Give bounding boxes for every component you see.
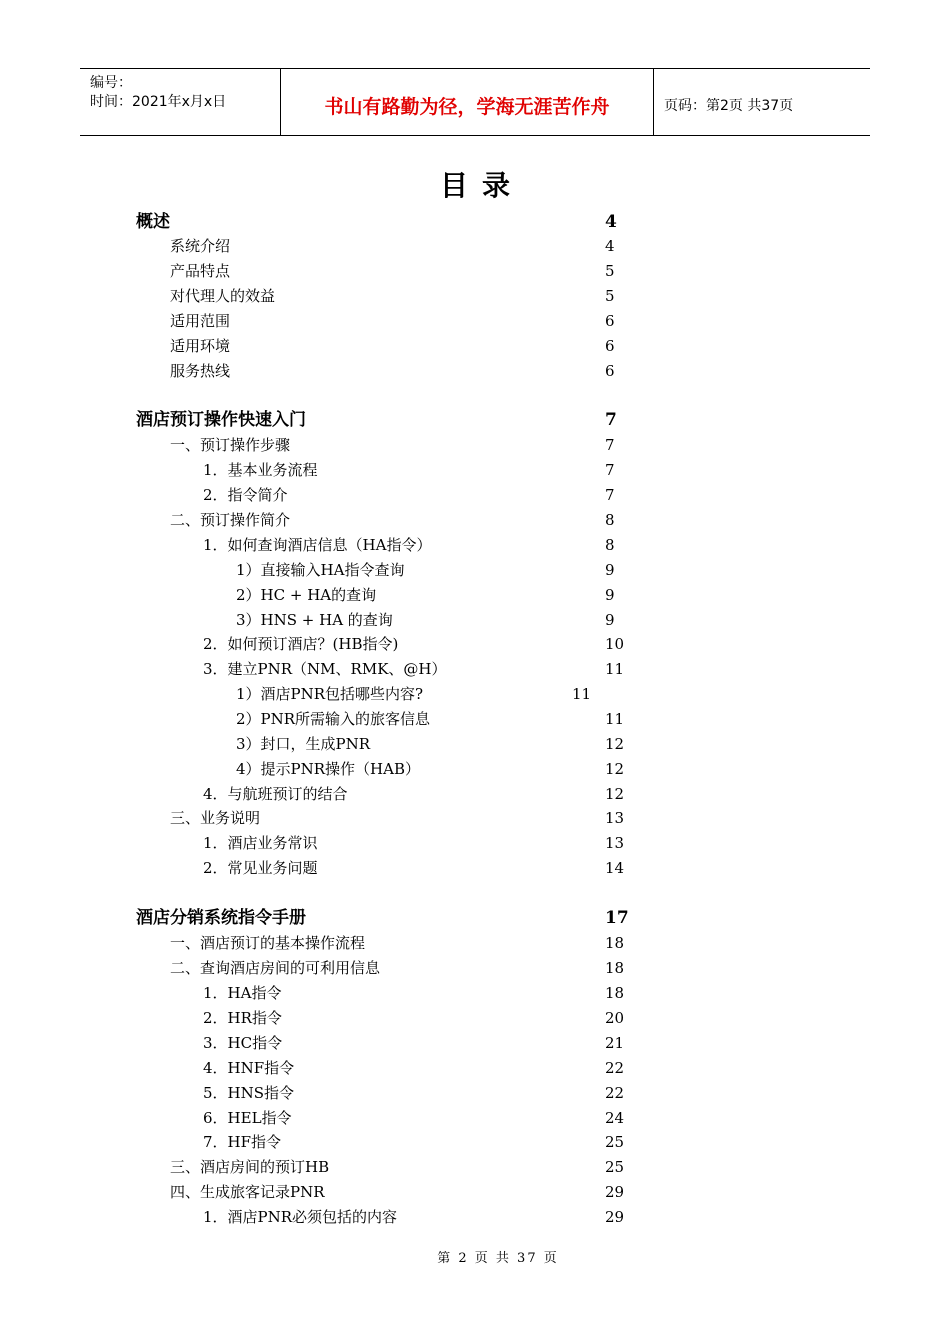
toc-entry-page: 5: [605, 287, 615, 305]
toc-entry-text: 1．HA指令: [203, 984, 282, 1002]
toc-entry-text: 2．HR指令: [203, 1009, 282, 1027]
toc-entry-text: 3）HNS + HA 的查询: [236, 611, 393, 629]
toc-entry-page: 6: [605, 362, 615, 380]
toc-entry-text: 3．HC指令: [203, 1034, 283, 1052]
toc-entry-page: 18: [605, 934, 625, 952]
toc-entry-text: 1）直接输入HA指令查询: [236, 561, 405, 579]
toc-entry-page: 22: [605, 1084, 625, 1102]
toc-entry-text: 概述: [136, 212, 170, 232]
toc-entry-text: 7．HF指令: [203, 1133, 282, 1151]
toc-entry-page: 25: [605, 1133, 625, 1151]
toc-entry-page: 6: [605, 337, 615, 355]
toc-entry-text: 酒店预订操作快速入门: [136, 410, 306, 430]
toc-entry-page: 8: [605, 511, 615, 529]
toc-entry-text: 4）提示PNR操作（HAB）: [236, 760, 420, 778]
toc-entry-page: 11: [572, 685, 592, 703]
toc-entry-text: 1．酒店业务常识: [203, 834, 318, 852]
toc-entry-page: 7: [605, 410, 617, 430]
header-motto: 书山有路勤为径，学海无涯苦作舟: [324, 96, 610, 118]
toc-entry-page: 7: [605, 461, 615, 479]
header-motto-cell: [281, 69, 654, 135]
toc-entry-text: 1．如何查询酒店信息（HA指令）: [203, 536, 432, 554]
toc-entry-page: 12: [605, 760, 625, 778]
toc-entry-page: 17: [605, 908, 629, 928]
toc-entry-page: 18: [605, 959, 625, 977]
document-time-label: 时间：2021年x月x日: [90, 94, 227, 110]
toc-entry-text: 三、酒店房间的预订HB: [170, 1158, 330, 1176]
toc-entry-text: 1）酒店PNR包括哪些内容?: [236, 685, 424, 703]
toc-entry-text: 6．HEL指令: [203, 1109, 292, 1127]
toc-entry-page: 9: [605, 561, 615, 579]
header-page-number: 页码：第2页 共37页: [664, 98, 794, 114]
toc-entry-page: 9: [605, 611, 615, 629]
toc-entry-text: 服务热线: [170, 362, 231, 380]
toc-entry-text: 4．HNF指令: [203, 1059, 295, 1077]
toc-entry-text: 三、业务说明: [170, 809, 261, 827]
toc-entry-text: 适用环境: [170, 337, 231, 355]
toc-entry-page: 11: [605, 710, 625, 728]
toc-entry-text: 一、预订操作步骤: [170, 436, 291, 454]
toc-entry-page: 14: [605, 859, 625, 877]
toc-entry-text: 2）HC + HA的查询: [236, 586, 377, 604]
toc-entry-text: 适用范围: [170, 312, 231, 330]
header-info-cell: [80, 69, 281, 135]
toc-entry-page: 20: [605, 1009, 625, 1027]
toc-entry-text: 一、酒店预订的基本操作流程: [170, 934, 366, 952]
toc-entry-page: 5: [605, 262, 615, 280]
toc-entry-text: 2．如何预订酒店？(HB指令): [203, 635, 399, 653]
toc-entry-text: 对代理人的效益: [170, 287, 276, 305]
toc-entry-text: 产品特点: [170, 262, 231, 280]
toc-entry-text: 1．基本业务流程: [203, 461, 318, 479]
toc-entry-page: 25: [605, 1158, 625, 1176]
toc-entry-text: 二、预订操作简介: [170, 511, 291, 529]
toc-entry-page: 18: [605, 984, 625, 1002]
toc-entry-page: 11: [605, 660, 625, 678]
toc-entry-text: 3．建立PNR（NM、RMK、@H）: [203, 660, 447, 678]
toc-entry-page: 12: [605, 785, 625, 803]
toc-entry-text: 5．HNS指令: [203, 1084, 295, 1102]
toc-entry-text: 酒店分销系统指令手册: [136, 908, 306, 928]
page-header: [80, 68, 870, 136]
page-footer: 第 2 页 共 37 页: [437, 1251, 559, 1266]
toc-entry-page: 7: [605, 486, 615, 504]
toc-entry-text: 2．常见业务问题: [203, 859, 318, 877]
toc-entry-page: 6: [605, 312, 615, 330]
toc-entry-page: 10: [605, 635, 625, 653]
toc-entry-page: 8: [605, 536, 615, 554]
toc-entry-text: 系统介绍: [170, 237, 231, 255]
toc-entry-page: 24: [605, 1109, 625, 1127]
toc-entry-page: 13: [605, 834, 625, 852]
toc-entry-text: 2．指令简介: [203, 486, 288, 504]
toc-entry-page: 29: [605, 1183, 625, 1201]
toc-entry-page: 21: [605, 1034, 625, 1052]
toc-entry-page: 4: [605, 212, 617, 232]
toc-entry-page: 7: [605, 436, 615, 454]
toc-entry-page: 22: [605, 1059, 625, 1077]
toc-entry-text: 1．酒店PNR必须包括的内容: [203, 1208, 398, 1226]
header-page-cell: [654, 69, 870, 135]
toc-title: 目录: [439, 169, 524, 202]
toc-entry-text: 3）封口，生成PNR: [236, 735, 371, 753]
toc-entry-page: 12: [605, 735, 625, 753]
toc-entry-page: 4: [605, 237, 615, 255]
toc-entry-text: 二、查询酒店房间的可利用信息: [170, 959, 381, 977]
toc-entry-text: 2）PNR所需输入的旅客信息: [236, 710, 431, 728]
toc-entry-text: 4．与航班预订的结合: [203, 785, 348, 803]
document-number-label: 编号：: [90, 75, 132, 91]
toc-entry-page: 13: [605, 809, 625, 827]
toc-entry-page: 9: [605, 586, 615, 604]
toc-entry-page: 29: [605, 1208, 625, 1226]
toc-entry-text: 四、生成旅客记录PNR: [170, 1183, 325, 1201]
